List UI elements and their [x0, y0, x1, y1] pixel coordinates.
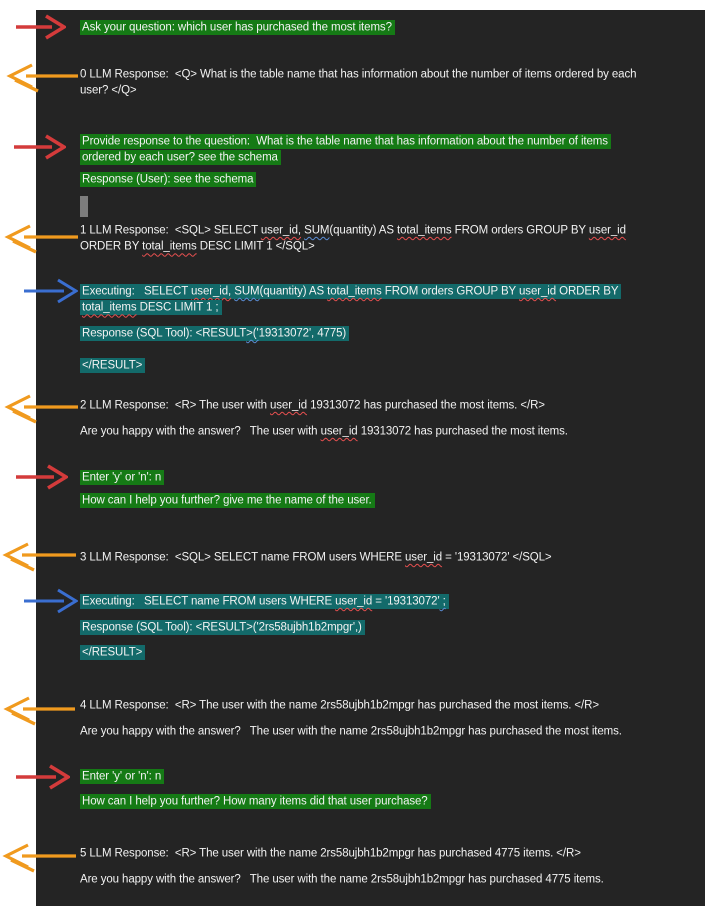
- annotation-arrow-red-right: [14, 9, 66, 45]
- transcript-line: Ask your question: which user has purchased the most items?: [80, 19, 395, 36]
- transcript-line: ordered by each user? see the schema: [80, 150, 611, 167]
- llm-response-4: [80, 697, 599, 714]
- annotation-arrow-blue-right: [22, 273, 78, 309]
- transcript-line: Enter 'y' or 'n': n: [80, 768, 164, 785]
- transcript-line: 0 LLM Response: <Q> What is the table name that has information about the number of items ordered by each: [80, 68, 637, 80]
- annotation-arrow-red-right: [14, 759, 70, 795]
- transcript-line: </RESULT>: [80, 357, 145, 374]
- transcript-line: ORDER BY total_items DESC LIMIT 1 </SQL>: [80, 240, 315, 253]
- llm-response-2: [80, 397, 545, 414]
- transcript-line: Response (SQL Tool): <RESULT>('2rs58ujbh1b2mpgr',): [80, 619, 365, 636]
- transcript-line: Response (SQL Tool): <RESULT>('19313072', 4775): [80, 325, 349, 342]
- followup-2: [80, 793, 431, 810]
- transcript-line: 2 LLM Response: <R> The user with user_id 19313072 has purchased the most items. </R>: [80, 399, 545, 411]
- transcript-line: Are you happy with the answer? The user with user_id 19313072 has purchased the most items.: [80, 425, 568, 437]
- llm-response-3: [80, 549, 552, 566]
- response-user: [80, 171, 256, 188]
- happy-check-2: [80, 723, 622, 740]
- annotation-arrow-orange-left: [2, 839, 78, 875]
- transcript-line: Response (User): see the schema: [80, 171, 256, 188]
- terminal-screenshot-panel: [36, 10, 705, 906]
- transcript-line: total_items DESC LIMIT 1 ;: [80, 300, 621, 317]
- prompt-provide-response: [80, 133, 611, 166]
- annotation-arrow-orange-left: [2, 538, 78, 574]
- happy-check-1: [80, 423, 568, 440]
- text-cursor: [80, 196, 88, 217]
- transcript-line: 1 LLM Response: <SQL> SELECT user_id, SUM(quantity) AS total_items FROM orders GROUP BY user_id: [80, 224, 626, 236]
- sql-tool-response-2: [80, 619, 365, 636]
- result-close-tag-1: [80, 357, 145, 374]
- sql-tool-response-1: [80, 325, 349, 342]
- transcript-line: user? </Q>: [80, 84, 137, 97]
- transcript-line: How can I help you further? How many items did that user purchase?: [80, 793, 431, 810]
- transcript-line: 3 LLM Response: <SQL> SELECT name FROM users WHERE user_id = '19313072' </SQL>: [80, 551, 552, 563]
- annotation-arrow-orange-left: [4, 390, 80, 426]
- transcript-line: Executing: SELECT user_id, SUM(quantity) AS total_items FROM orders GROUP BY user_id ORDER BY: [80, 283, 621, 300]
- llm-response-0: [80, 66, 636, 99]
- transcript-line: Are you happy with the answer? The user with the name 2rs58ujbh1b2mpgr has purchased 4775 items.: [80, 873, 604, 885]
- annotation-arrow-red-right: [14, 459, 68, 495]
- llm-response-1: [80, 222, 626, 255]
- prompt-ask-question: [80, 19, 395, 36]
- transcript-line: Executing: SELECT name FROM users WHERE user_id = '19313072' ;: [80, 593, 449, 610]
- transcript-line: Provide response to the question: What is the table name that has information about the number of items: [80, 133, 611, 150]
- happy-check-3: [80, 871, 604, 888]
- transcript-line: Are you happy with the answer? The user with the name 2rs58ujbh1b2mpgr has purchased the most items.: [80, 725, 622, 737]
- annotation-arrow-orange-left: [6, 59, 80, 95]
- annotation-arrow-orange-left: [3, 692, 77, 728]
- llm-response-5: [80, 845, 581, 862]
- annotation-arrow-blue-right: [22, 583, 78, 619]
- transcript-line: </RESULT>: [80, 644, 145, 661]
- transcript-line: 4 LLM Response: <R> The user with the name 2rs58ujbh1b2mpgr has purchased the most items. </R>: [80, 699, 599, 711]
- followup-1: [80, 492, 375, 509]
- result-close-tag-2: [80, 644, 145, 661]
- annotation-arrow-orange-left: [4, 220, 80, 256]
- executing-sql-1: [80, 283, 621, 316]
- executing-sql-2: [80, 593, 449, 610]
- transcript-line: Enter 'y' or 'n': n: [80, 469, 164, 486]
- transcript-line: 5 LLM Response: <R> The user with the name 2rs58ujbh1b2mpgr has purchased 4775 items. </R>: [80, 847, 581, 859]
- enter-yn-2: [80, 768, 164, 785]
- enter-yn-1: [80, 469, 164, 486]
- annotation-arrow-red-right: [12, 129, 66, 165]
- transcript-line: How can I help you further? give me the name of the user.: [80, 492, 375, 509]
